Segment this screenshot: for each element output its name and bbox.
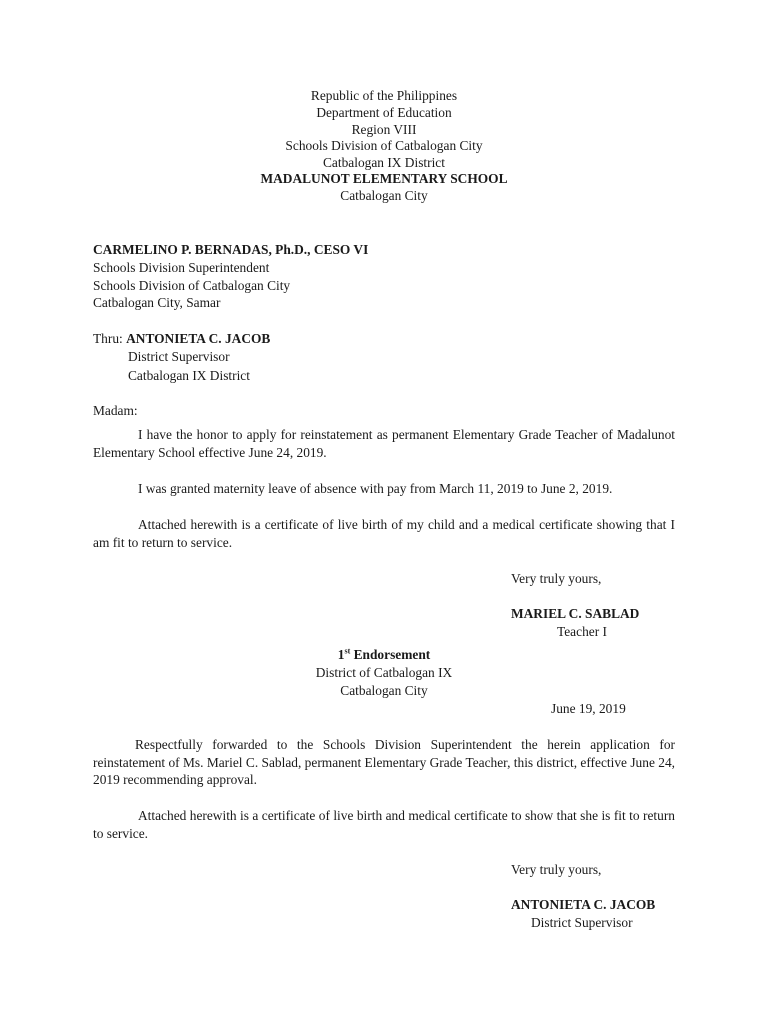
thru-title: District Supervisor — [128, 349, 230, 364]
body-paragraph-3 — [93, 516, 675, 551]
endorsement-ordinal-suffix: st — [344, 646, 351, 656]
body-paragraph-1-text: I have the honor to apply for reinstatement as permanent Elementary Grade Teacher of Madalunot Elementary School effective June 24, 2019. — [93, 427, 675, 460]
endorsement-signatory-name: ANTONIETA C. JACOB — [511, 897, 656, 912]
endorsement-signatory-title: District Supervisor — [531, 915, 633, 930]
recipient-office: Schools Division of Catbalogan City — [93, 278, 291, 293]
closing-valediction: Very truly yours, — [511, 571, 602, 586]
endorsement-paragraph-2-text: Attached herewith is a certificate of live birth and medical certificate to show that she is fit to return to service. — [93, 808, 675, 841]
endorsement-paragraph-1-text: Respectfully forwarded to the Schools Division Superintendent the herein application for reinstatement of Ms. Mariel C. Sablad, permanent Elementary Grade Teacher, this district, effective June 24, 2019 recommending approval. — [93, 737, 675, 787]
salutation: Madam: — [93, 403, 138, 418]
thru-district: Catbalogan IX District — [128, 368, 250, 383]
body-paragraph-3-text: Attached herewith is a certificate of live birth of my child and a medical certificate showing that I am fit to return to service. — [93, 517, 675, 550]
header-region: Region VIII — [351, 122, 417, 137]
header-school-name: MADALUNOT ELEMENTARY SCHOOL — [260, 171, 508, 186]
endorsement-city: Catbalogan City — [340, 683, 428, 698]
endorsement-title: Endorsement — [353, 647, 431, 662]
endorsement-heading — [0, 646, 768, 663]
header-division: Schools Division of Catbalogan City — [285, 138, 483, 153]
thru-line — [93, 330, 270, 347]
header-department: Department of Education — [316, 105, 452, 120]
recipient-title: Schools Division Superintendent — [93, 260, 270, 275]
body-paragraph-2 — [93, 480, 675, 498]
thru-name: ANTONIETA C. JACOB — [126, 331, 271, 346]
body-paragraph-2-text: I was granted maternity leave of absence with pay from March 11, 2019 to June 2, 2019. — [138, 481, 613, 496]
endorsement-district: District of Catbalogan IX — [315, 665, 453, 680]
recipient-address: Catbalogan City, Samar — [93, 295, 221, 310]
body-paragraph-1 — [93, 426, 675, 461]
endorsement-ordinal: 1 — [337, 647, 345, 662]
header-district: Catbalogan IX District — [323, 155, 445, 170]
signatory-title: Teacher I — [557, 624, 607, 639]
recipient-name: CARMELINO P. BERNADAS, Ph.D., CESO VI — [93, 242, 369, 257]
endorsement-date: June 19, 2019 — [551, 701, 626, 716]
endorsement-valediction: Very truly yours, — [511, 862, 602, 877]
endorsement-paragraph-2 — [93, 807, 675, 842]
thru-prefix: Thru: — [93, 331, 127, 346]
signatory-name: MARIEL C. SABLAD — [511, 606, 640, 621]
header-republic: Republic of the Philippines — [310, 88, 458, 103]
header-city: Catbalogan City — [340, 188, 428, 203]
endorsement-paragraph-1 — [93, 736, 675, 789]
